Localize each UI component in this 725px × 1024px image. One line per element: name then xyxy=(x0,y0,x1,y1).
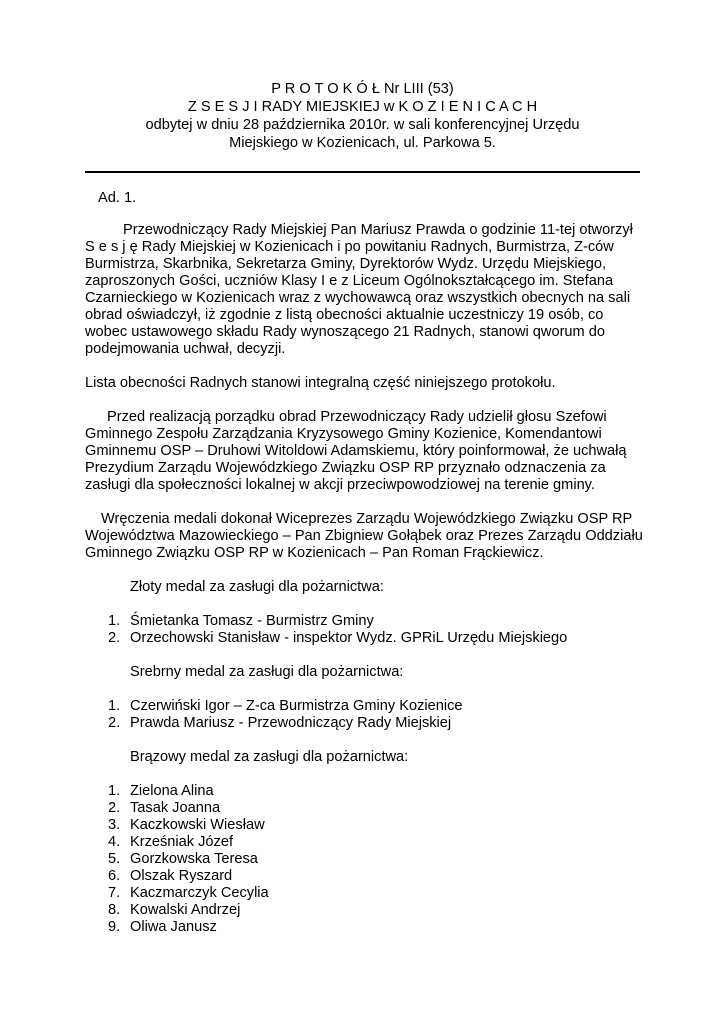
silver-medal-heading: Srebrny medal za zasługi dla pożarnictwa: xyxy=(130,664,404,680)
list-item: 1. Śmietanka Tomasz - Burmistrz Gminy xyxy=(108,613,374,629)
session-title: Z S E S J I RADY MIEJSKIEJ w K O Z I E N I C A C H xyxy=(187,99,538,115)
paragraph-attendance: Lista obecności Radnych stanowi integralną część niniejszego protokołu. xyxy=(85,375,556,391)
paragraph-presenters: Wręczenia medali dokonał Wiceprezes Zarządu Wojewódzkiego Związku OSP RP Województwa Mazowieckiego – Pan Zbigniew Gołąbek oraz Prezes Zarządu Oddziału Gminnego Związku OSP RP w Kozienicach – Pan Roman Frąckiewicz. xyxy=(85,511,643,561)
header-divider xyxy=(85,171,640,173)
list-item: 9. Oliwa Janusz xyxy=(108,919,217,935)
list-item: 2. Tasak Joanna xyxy=(108,800,221,816)
list-item: 1. Zielona Alina xyxy=(108,783,214,799)
gold-medal-list xyxy=(85,613,645,647)
list-item: 2. Orzechowski Stanisław - inspektor Wydz. GPRiL Urzędu Miejskiego xyxy=(108,630,568,646)
document-body xyxy=(85,190,645,953)
list-item: 2. Prawda Mariusz - Przewodniczący Rady Miejskiej xyxy=(108,715,452,731)
list-item: 3. Kaczkowski Wiesław xyxy=(108,817,265,833)
list-item: 5. Gorzkowska Teresa xyxy=(108,851,258,867)
session-location-line: Miejskiego w Kozienicach, ul. Parkowa 5. xyxy=(229,135,496,151)
protocol-title: P R O T O K Ó Ł Nr LIII (53) xyxy=(271,81,454,97)
list-item: 7. Kaczmarczyk Cecylia xyxy=(108,885,269,901)
list-item: 6. Olszak Ryszard xyxy=(108,868,233,884)
gold-medal-heading: Złoty medal za zasługi dla pożarnictwa: xyxy=(130,579,384,595)
document-header xyxy=(0,80,725,152)
paragraph-opening: Przewodniczący Rady Miejskiej Pan Mariusz Prawda o godzinie 11-tej otworzył S e s j ę Rady Miejskiej w Kozienicach i po powitaniu Radnych, Burmistrza, Z-ców Burmistrza, Skarbnika, Sekretarza Gminy, Dyrektorów Wydz. Urzędu Miejskiego, zaproszonych Gości, uczniów Klasy I e z Liceum Ogólnokształcącego im. Stefana Czarnieckiego w Kozienicach wraz z wychowawcą oraz wszystkich obecnych na sali obrad oświadczył, iż zgodnie z listą obecności aktualnie uczestniczy 19 osób, co wobec ustawowego składu Rady wynoszącego 21 Radnych, stanowi qworum do podejmowania uchwał, decyzji. xyxy=(85,222,633,357)
list-item: 1. Czerwiński Igor – Z-ca Burmistrza Gminy Kozienice xyxy=(108,698,463,714)
silver-medal-list xyxy=(85,698,645,732)
session-date-line: odbytej w dniu 28 października 2010r. w sali konferencyjnej Urzędu xyxy=(145,117,580,133)
bronze-medal-list xyxy=(85,783,645,936)
paragraph-awards-intro: Przed realizacją porządku obrad Przewodniczący Rady udzielił głosu Szefowi Gminnego Zespołu Zarządzania Kryzysowego Gminy Kozienice, Komendantowi Gminnemu OSP – Druhowi Witoldowi Adamskiemu, który poinformował, że uchwałą Prezydium Zarządu Wojewódzkiego Związku OSP RP przyznało odznaczenia za zasługi dla społeczności lokalnej w akcji przeciwpowodziowej na terenie gminy. xyxy=(85,409,627,493)
list-item: 4. Krześniak Józef xyxy=(108,834,234,850)
agenda-item-label: Ad. 1. xyxy=(98,190,137,206)
bronze-medal-heading: Brązowy medal za zasługi dla pożarnictwa: xyxy=(130,749,409,765)
list-item: 8. Kowalski Andrzej xyxy=(108,902,241,918)
